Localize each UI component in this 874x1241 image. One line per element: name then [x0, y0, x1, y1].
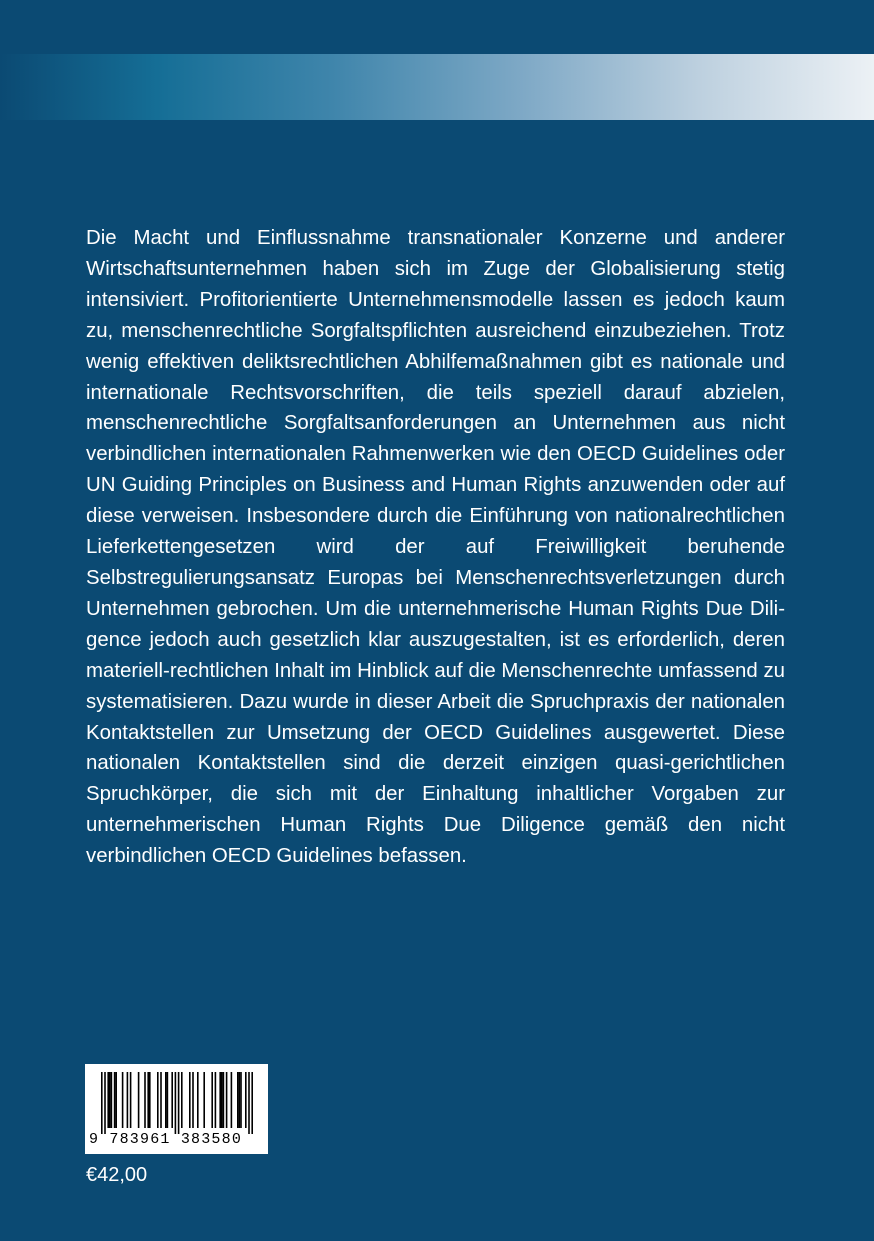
barcode-bar	[248, 1072, 250, 1134]
barcode-bar	[114, 1072, 116, 1128]
barcode-bar	[239, 1072, 241, 1128]
barcode-bar	[115, 1072, 117, 1128]
barcode-bar	[219, 1072, 221, 1128]
barcode-bar	[111, 1072, 113, 1128]
barcode-bar	[189, 1072, 191, 1128]
price-label: €42,00	[86, 1164, 148, 1186]
barcode-bar	[157, 1072, 159, 1128]
barcode-bar	[237, 1072, 239, 1128]
barcode-bar	[138, 1072, 140, 1128]
barcode-bar	[192, 1072, 194, 1128]
barcode-bar	[211, 1072, 213, 1128]
barcode-bar	[203, 1072, 205, 1128]
barcode-bar	[181, 1072, 183, 1128]
barcode-bar	[171, 1072, 173, 1128]
decorative-gradient-band	[0, 54, 874, 120]
barcode-bar	[221, 1072, 223, 1128]
barcode-bar	[226, 1072, 228, 1128]
barcode-bar	[144, 1072, 146, 1128]
barcode-bar	[122, 1072, 124, 1128]
barcode-bar	[127, 1072, 129, 1128]
barcode-bar	[251, 1072, 253, 1134]
barcode-bar	[197, 1072, 199, 1128]
barcode-bar	[160, 1072, 162, 1128]
barcode-bar	[109, 1072, 111, 1128]
barcode-bar	[167, 1072, 169, 1128]
barcode-bar	[215, 1072, 217, 1128]
barcode-bar	[107, 1072, 109, 1128]
barcode-bar	[245, 1072, 247, 1128]
isbn-barcode	[85, 1064, 268, 1154]
barcode-bar	[240, 1072, 242, 1128]
book-blurb: Die Macht und Einflussnahme transnationaler Konzerne und anderer Wirtschaftsunternehmen haben sich im Zuge der Globalisierung stetig intensiviert. Profitorientierte Unternehmensmodelle lassen es jedoch kaum zu, menschenrechtliche Sorgfaltspflichten ausreichend einzubeziehen. Trotz wenig effektiven deliktsrechtlichen Abhilfemaßnahmen gibt es nationale und internationale Rechtsvorschriften, die teils speziell darauf abzielen, menschenrechtliche Sorgfaltsanforderungen an Unternehmen aus nicht verbindlichen internationalen Rahmenwerken wie den OECD Guidelines oder UN Guiding Principles on Business and Human Rights anzuwenden oder auf diese verweisen. Insbesondere durch die Einführung von nationalrechtlichen Lieferkettengesetzen wird der auf Freiwilligkeit beruhende Selbstregulierungsansatz Europas bei Menschenrechtsverletzungen durch Unternehmen gebrochen. Um die unternehmerische Human Rights Due Diligence jedoch auch gesetzlich klar auszugestalten, ist es erforderlich, deren materiell-rechtlichen Inhalt im Hinblick auf die Menschenrechte umfassend zu systematisieren. Dazu wurde in dieser Arbeit die Spruchpraxis der nationalen Kontaktstellen zur Umsetzung der OECD Guidelines ausgewertet. Diese nationalen Kontaktstellen sind die derzeit einzigen quasi-gerichtlichen Spruchkörper, die sich mit der Einhaltung inhaltlicher Vorgaben zur unternehmerischen Human Rights Due Diligence gemäß den nicht verbindlichen OECD Guidelines befassen.	[86, 227, 785, 868]
barcode-bar	[175, 1072, 177, 1134]
isbn-number: 9 783961 383580	[89, 1131, 243, 1148]
barcode-bar	[101, 1072, 103, 1134]
barcode-bar	[178, 1072, 180, 1134]
barcode-bar	[130, 1072, 132, 1128]
barcode-bar	[165, 1072, 167, 1128]
barcode-bar	[231, 1072, 233, 1128]
barcode-bar	[147, 1072, 149, 1128]
barcode-bar	[104, 1072, 106, 1134]
barcode-bar	[149, 1072, 151, 1128]
barcode-bar	[223, 1072, 225, 1128]
